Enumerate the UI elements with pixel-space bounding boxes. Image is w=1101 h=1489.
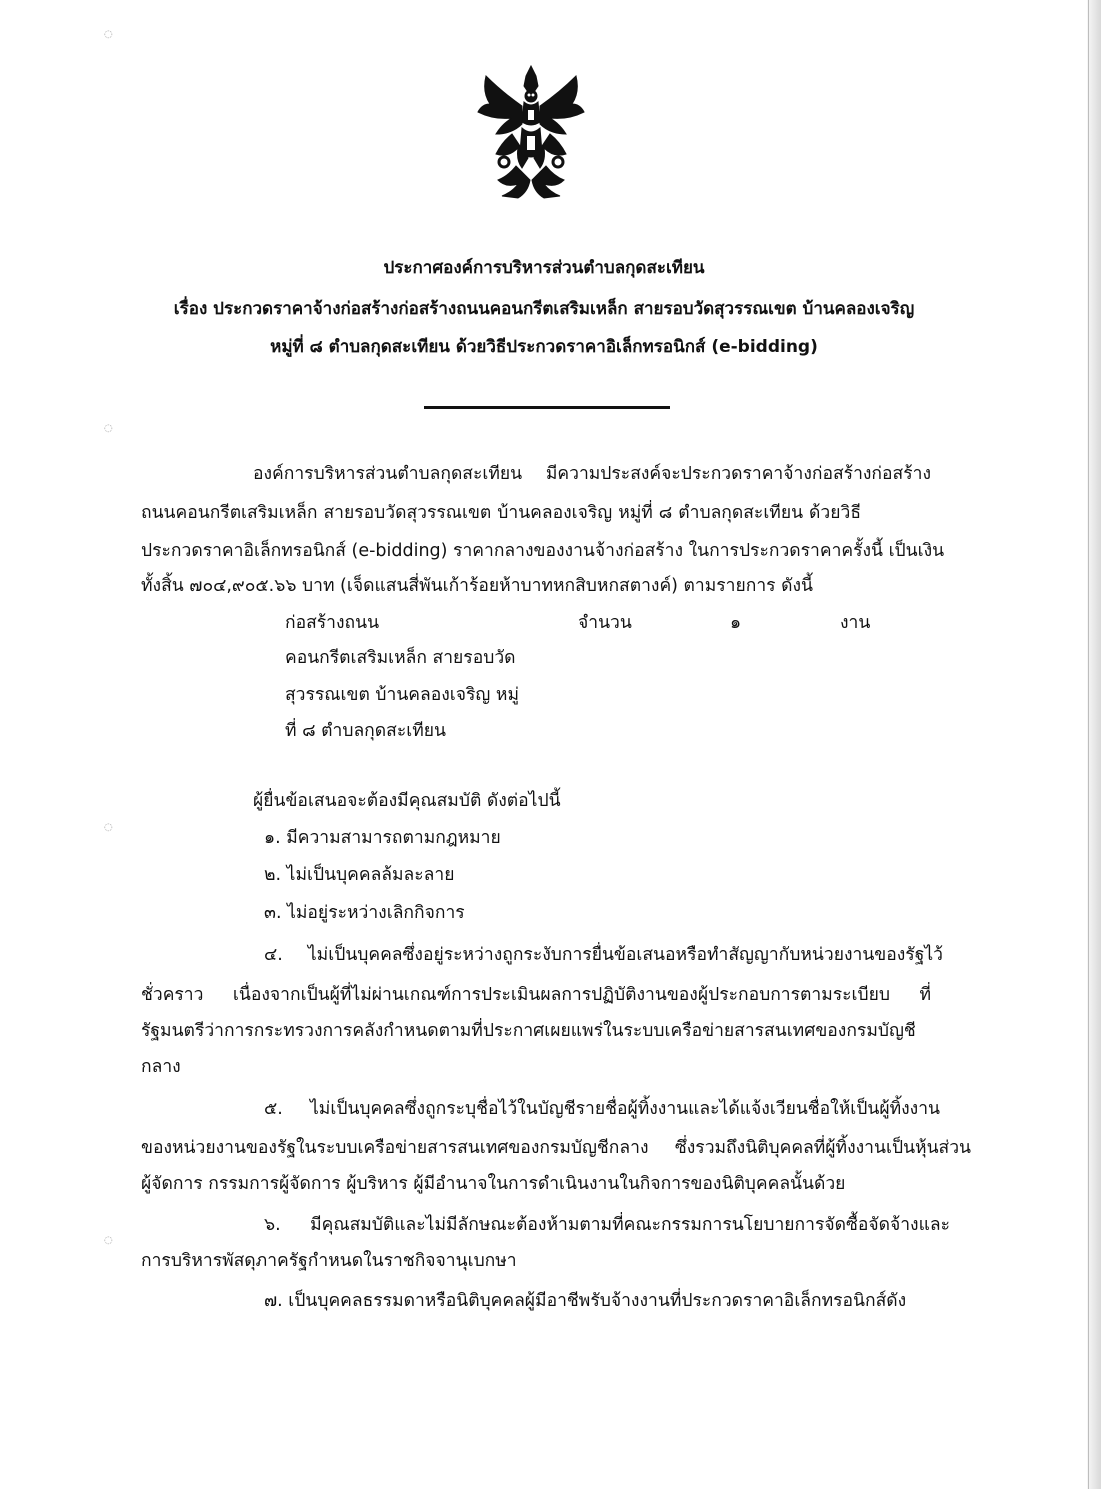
qualification-4-line-4: กลาง — [141, 1057, 181, 1077]
qualification-5-line-3: ผู้จัดการ กรรมการผู้จัดการ ผู้บริหาร ผู้มีอำนาจในการดำเนินงานในกิจการของนิติบุคคลนั้นด้วย — [141, 1174, 846, 1194]
garuda-emblem-icon — [472, 62, 590, 202]
qualification-4-line-3: รัฐมนตรีว่าการกระทรวงการคลังกำหนดตามที่ประกาศเผยแพร่ในระบบเครือข่ายสารสนเทศของกรมบัญชี — [141, 1021, 916, 1041]
qualification-3: ๓. ไม่อยู่ระหว่างเลิกกิจการ — [264, 903, 465, 923]
qualifications-intro: ผู้ยื่นข้อเสนอจะต้องมีคุณสมบัติ ดังต่อไปนี้ — [253, 791, 561, 811]
qualification-7-line-1: ๗. เป็นบุคคลธรรมดาหรือนิติบุคคลผู้มีอาชีพรับจ้างงานที่ประกวดราคาอิเล็กทรอนิกส์ดัง — [264, 1291, 907, 1311]
qualification-5-line-2: ของหน่วยงานของรัฐในระบบเครือข่ายสารสนเทศของกรมบัญชีกลาง ซึ่งรวมถึงนิติบุคคลที่ผู้ทิ้งงานเป็นหุ้นส่วน — [141, 1138, 971, 1158]
item-name-line-1: ก่อสร้างถนน — [285, 613, 380, 633]
qualification-6-line-1: ๖. มีคุณสมบัติและไม่มีลักษณะต้องห้ามตามที่คณะกรรมการนโยบายการจัดซื้อจัดจ้างและ — [264, 1215, 950, 1235]
qualification-1: ๑. มีความสามารถตามกฎหมาย — [264, 828, 501, 848]
qualification-6-line-2: การบริหารพัสดุภาครัฐกำหนดในราชกิจจานุเบกษา — [141, 1251, 517, 1271]
qualification-4-line-2: ชั่วคราว เนื่องจากเป็นผู้ที่ไม่ผ่านเกณฑ์การประเมินผลการปฏิบัติงานของผู้ประกอบการตามระเบียบ ที่ — [141, 985, 931, 1005]
item-unit: งาน — [840, 613, 871, 633]
announcement-title: ประกาศองค์การบริหารส่วนตำบลกุดสะเทียน — [383, 258, 705, 278]
intro-line-2: ถนนคอนกรีตเสริมเหล็ก สายรอบวัดสุวรรณเขต บ้านคลองเจริญ หมู่ที่ ๘ ตำบลกุดสะเทียน ด้วยวิธี — [141, 503, 861, 523]
qualification-5-line-1: ๕. ไม่เป็นบุคคลซึ่งถูกระบุชื่อไว้ในบัญชีรายชื่อผู้ทิ้งงานและได้แจ้งเวียนชื่อให้เป็นผู้ทิ้งงาน — [264, 1099, 940, 1119]
announcement-subject-cont: หมู่ที่ ๘ ตำบลกุดสะเทียน ด้วยวิธีประกวดราคาอิเล็กทรอนิกส์ (e-bidding) — [270, 337, 818, 357]
scan-speck: ◌ — [104, 822, 113, 833]
item-qty-label: จำนวน — [578, 613, 632, 633]
item-name-line-2: คอนกรีตเสริมเหล็ก สายรอบวัด — [285, 648, 516, 668]
scan-speck: ◌ — [104, 423, 113, 434]
page-edge-line — [1088, 0, 1089, 1489]
scan-speck: ◌ — [104, 1235, 113, 1246]
scan-speck: ◌ — [104, 29, 113, 40]
qualification-2: ๒. ไม่เป็นบุคคลล้มละลาย — [264, 865, 455, 885]
item-name-line-3: สุวรรณเขต บ้านคลองเจริญ หมู่ — [285, 685, 519, 705]
page-edge-shadow — [1087, 0, 1101, 1489]
intro-line-1: องค์การบริหารส่วนตำบลกุดสะเทียน มีความประสงค์จะประกวดราคาจ้างก่อสร้างก่อสร้าง — [253, 464, 931, 484]
item-qty-value: ๑ — [730, 613, 742, 633]
announcement-subject: เรื่อง ประกวดราคาจ้างก่อสร้างก่อสร้างถนนคอนกรีตเสริมเหล็ก สายรอบวัดสุวรรณเขต บ้านคลองเจริญ — [173, 299, 915, 319]
qualification-4-line-1: ๔. ไม่เป็นบุคคลซึ่งอยู่ระหว่างถูกระงับการยื่นข้อเสนอหรือทำสัญญากับหน่วยงานของรัฐไว้ — [264, 945, 943, 965]
intro-line-3: ประกวดราคาอิเล็กทรอนิกส์ (e-bidding) ราคากลางของงานจ้างก่อสร้าง ในการประกวดราคาครั้งนี้ เป็นเงิน — [141, 541, 945, 561]
heading-divider — [424, 406, 670, 409]
intro-line-4: ทั้งสิ้น ๗๐๔,๙๐๕.๖๖ บาท (เจ็ดแสนสี่พันเก้าร้อยห้าบาทหกสิบหกสตางค์) ตามรายการ ดังนี้ — [141, 576, 814, 596]
item-name-line-4: ที่ ๘ ตำบลกุดสะเทียน — [285, 721, 446, 741]
